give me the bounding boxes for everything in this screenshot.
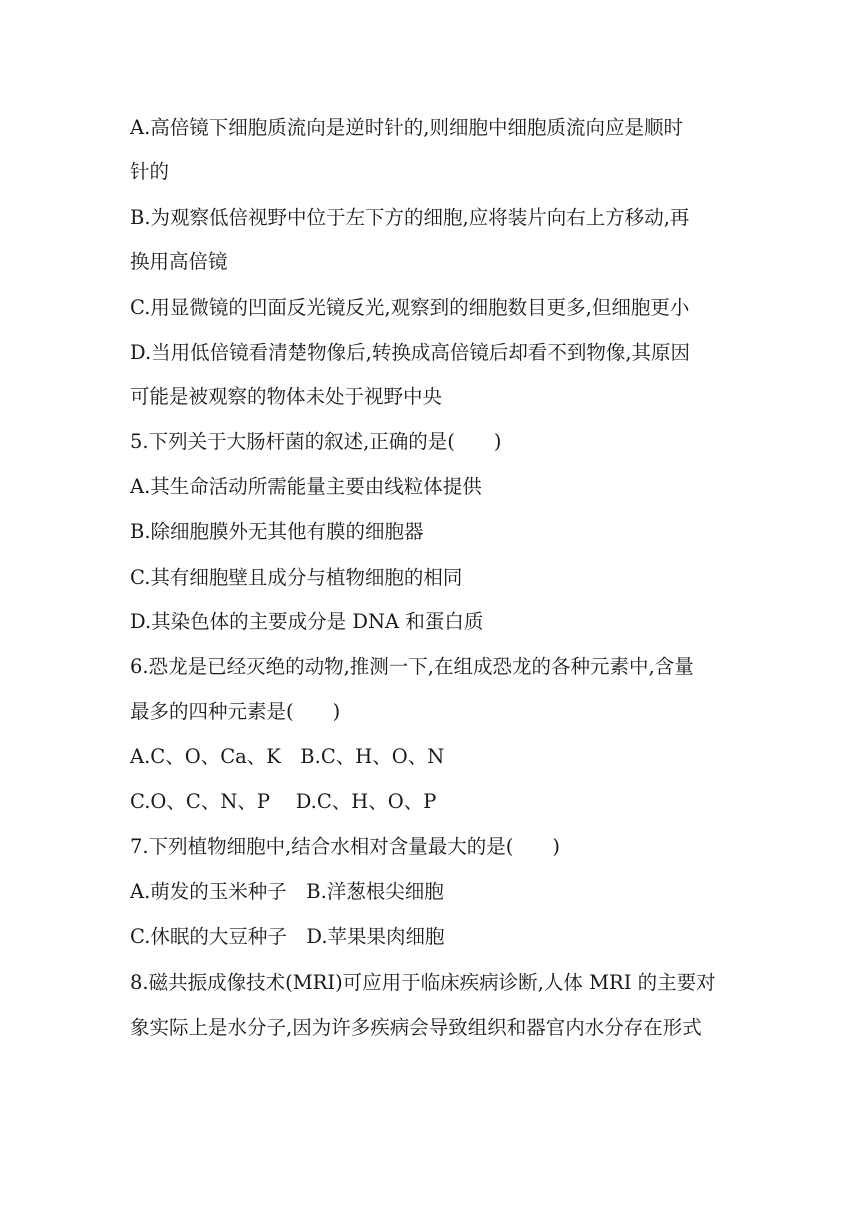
options-cd: C.休眠的大豆种子 D.苹果果肉细胞 xyxy=(130,925,445,948)
question-6-stem: 6.恐龙是已经灭绝的动物,推测一下,在组成恐龙的各种元素中,含量 xyxy=(130,655,694,678)
options-ab: A.萌发的玉米种子 B.洋葱根尖细胞 xyxy=(130,880,444,903)
question-8-stem-cont: 象实际上是水分子,因为许多疾病会导致组织和器官内水分存在形式 xyxy=(130,1016,702,1039)
option-b: B.除细胞膜外无其他有膜的细胞器 xyxy=(130,520,424,543)
text-line: 针的 xyxy=(130,160,170,183)
text-line: 换用高倍镜 xyxy=(130,250,228,273)
question-6-stem-cont: 最多的四种元素是( ) xyxy=(130,700,341,723)
options-ab: A.C、O、Ca、K B.C、H、O、N xyxy=(130,745,445,768)
text-line: 可能是被观察的物体未处于视野中央 xyxy=(130,385,443,408)
option-a: A.其生命活动所需能量主要由线粒体提供 xyxy=(130,475,482,498)
options-cd: C.O、C、N、P D.C、H、O、P xyxy=(130,790,437,813)
question-5-stem: 5.下列关于大肠杆菌的叙述,正确的是( ) xyxy=(130,430,502,453)
option-c: C.其有细胞壁且成分与植物细胞的相同 xyxy=(130,566,463,589)
text-line: D.当用低倍镜看清楚物像后,转换成高倍镜后却看不到物像,其原因 xyxy=(130,341,691,364)
text-line: A.高倍镜下细胞质流向是逆时针的,则细胞中细胞质流向应是顺时 xyxy=(130,116,683,139)
option-d: D.其染色体的主要成分是 DNA 和蛋白质 xyxy=(130,610,484,633)
question-7-stem: 7.下列植物细胞中,结合水相对含量最大的是( ) xyxy=(130,835,561,858)
question-8-stem: 8.磁共振成像技术(MRI)可应用于临床疾病诊断,人体 MRI 的主要对 xyxy=(130,971,716,994)
text-line: C.用显微镜的凹面反光镜反光,观察到的细胞数目更多,但细胞更小 xyxy=(130,296,690,319)
text-line: B.为观察低倍视野中位于左下方的细胞,应将装片向右上方移动,再 xyxy=(130,206,690,229)
